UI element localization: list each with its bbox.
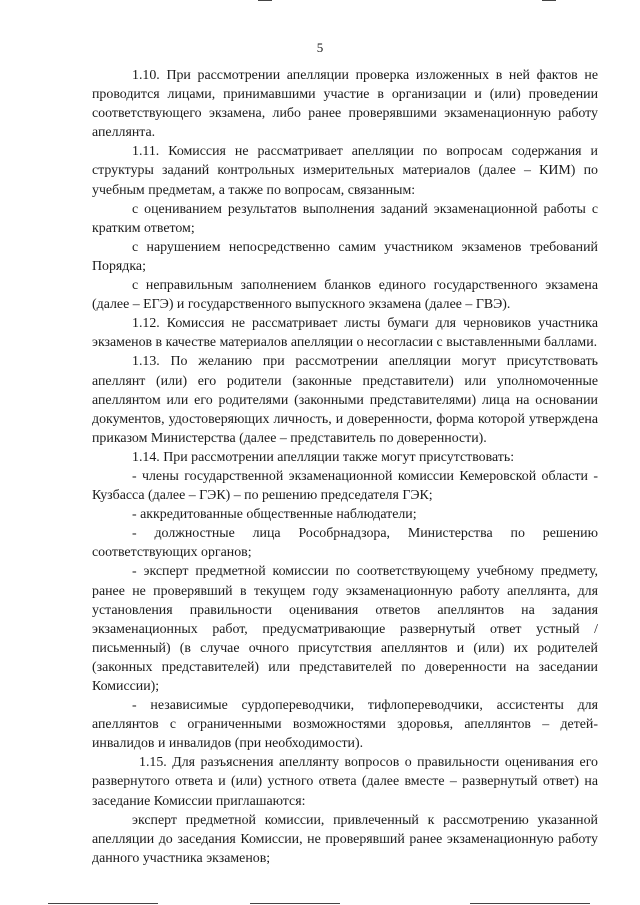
list-item-expert: - эксперт предметной комиссии по соответствующему учебному предмету, ранее не проверявший в текущем году экзаменационную работу апеллянта, для установления правильности оценивания ответов апеллянтов на задания экзаменационных работ, предусматривающие развернутый ответ устный / письменный) (в случае очного присутствия апеллянтов и (или) их родителей (законных представителей) или представителей по доверенности на заседании Комиссии); bbox=[92, 564, 598, 694]
paragraph-1-10: 1.10. При рассмотрении апелляции проверка изложенных в ней фактов не проводится лицами, принимавшими участие в организации и (или) проведении соответствующего экзамена, либо ранее проверявшими экзаменационную работу апеллянта. bbox=[92, 68, 598, 141]
paragraph-1-13: 1.13. По желанию при рассмотрении апелляции могут присутствовать апеллянт (или) его родители (законные представители) или уполномоченные апеллянтом или его родителями (законными представителями) лица на основании документов, удостоверяющих личность, и доверенности, форма которой утверждена приказом Министерства (далее – представитель по доверенности). bbox=[92, 354, 598, 446]
paragraph-1-11: 1.11. Комиссия не рассматривает апелляции по вопросам содержания и структуры заданий контрольных измерительных материалов (далее – КИМ) по учебным предметам, а также по вопросам, связанным: bbox=[92, 144, 598, 198]
list-item-short-answer: с оцениванием результатов выполнения заданий экзаменационной работы с кратким ответом; bbox=[92, 201, 598, 236]
list-item-invited-expert: эксперт предметной комиссии, привлеченный к рассмотрению указанной апелляции до заседания Комиссии, не проверявший ранее экзаменационную работу данного участника экзаменов; bbox=[92, 812, 598, 866]
scan-artifact-bottom-right bbox=[470, 903, 590, 904]
scan-artifact-top-left bbox=[258, 0, 272, 1]
list-item-observers: - аккредитованные общественные наблюдатели; bbox=[132, 507, 417, 523]
list-item-officials: - должностные лица Рособрнадзора, Министерства по решению соответствующих органов; bbox=[92, 526, 598, 561]
paragraph-1-14: 1.14. При рассмотрении апелляции также могут присутствовать: bbox=[132, 449, 515, 465]
page-number: 5 bbox=[316, 40, 324, 55]
paragraph-1-15: 1.15. Для разъяснения апеллянту вопросов о правильности оценивания его развернутого ответа и (или) устного ответа (далее вместе – развернутый ответ) на заседание Комиссии приглашаются: bbox=[92, 755, 598, 809]
scan-artifact-top-right bbox=[542, 0, 556, 1]
list-item-gek-members: - члены государственной экзаменационной комиссии Кемеровской области - Кузбасса (далее – ГЭК) – по решению председателя ГЭК; bbox=[92, 468, 598, 504]
list-item-form-filling: с неправильным заполнением бланков единого государственного экзамена (далее – ЕГЭ) и государственного выпускного экзамена (далее – ГВЭ). bbox=[92, 278, 598, 313]
list-item-order-violation: с нарушением непосредственно самим участником экзаменов требований Порядка; bbox=[92, 239, 598, 274]
scan-artifact-bottom-mid bbox=[250, 903, 340, 904]
document-body bbox=[92, 66, 598, 868]
paragraph-1-12: 1.12. Комиссия не рассматривает листы бумаги для черновиков участника экзаменов в качестве материалов апелляции о несогласии с выставленными баллами. bbox=[92, 316, 598, 351]
scan-artifact-bottom-left bbox=[48, 903, 158, 904]
list-item-interpreters: - независимые сурдопереводчики, тифлопереводчики, ассистенты для апеллянтов с ограниченными возможностями здоровья, апеллянтов – детей-инвалидов и инвалидов (при необходимости). bbox=[92, 698, 598, 752]
